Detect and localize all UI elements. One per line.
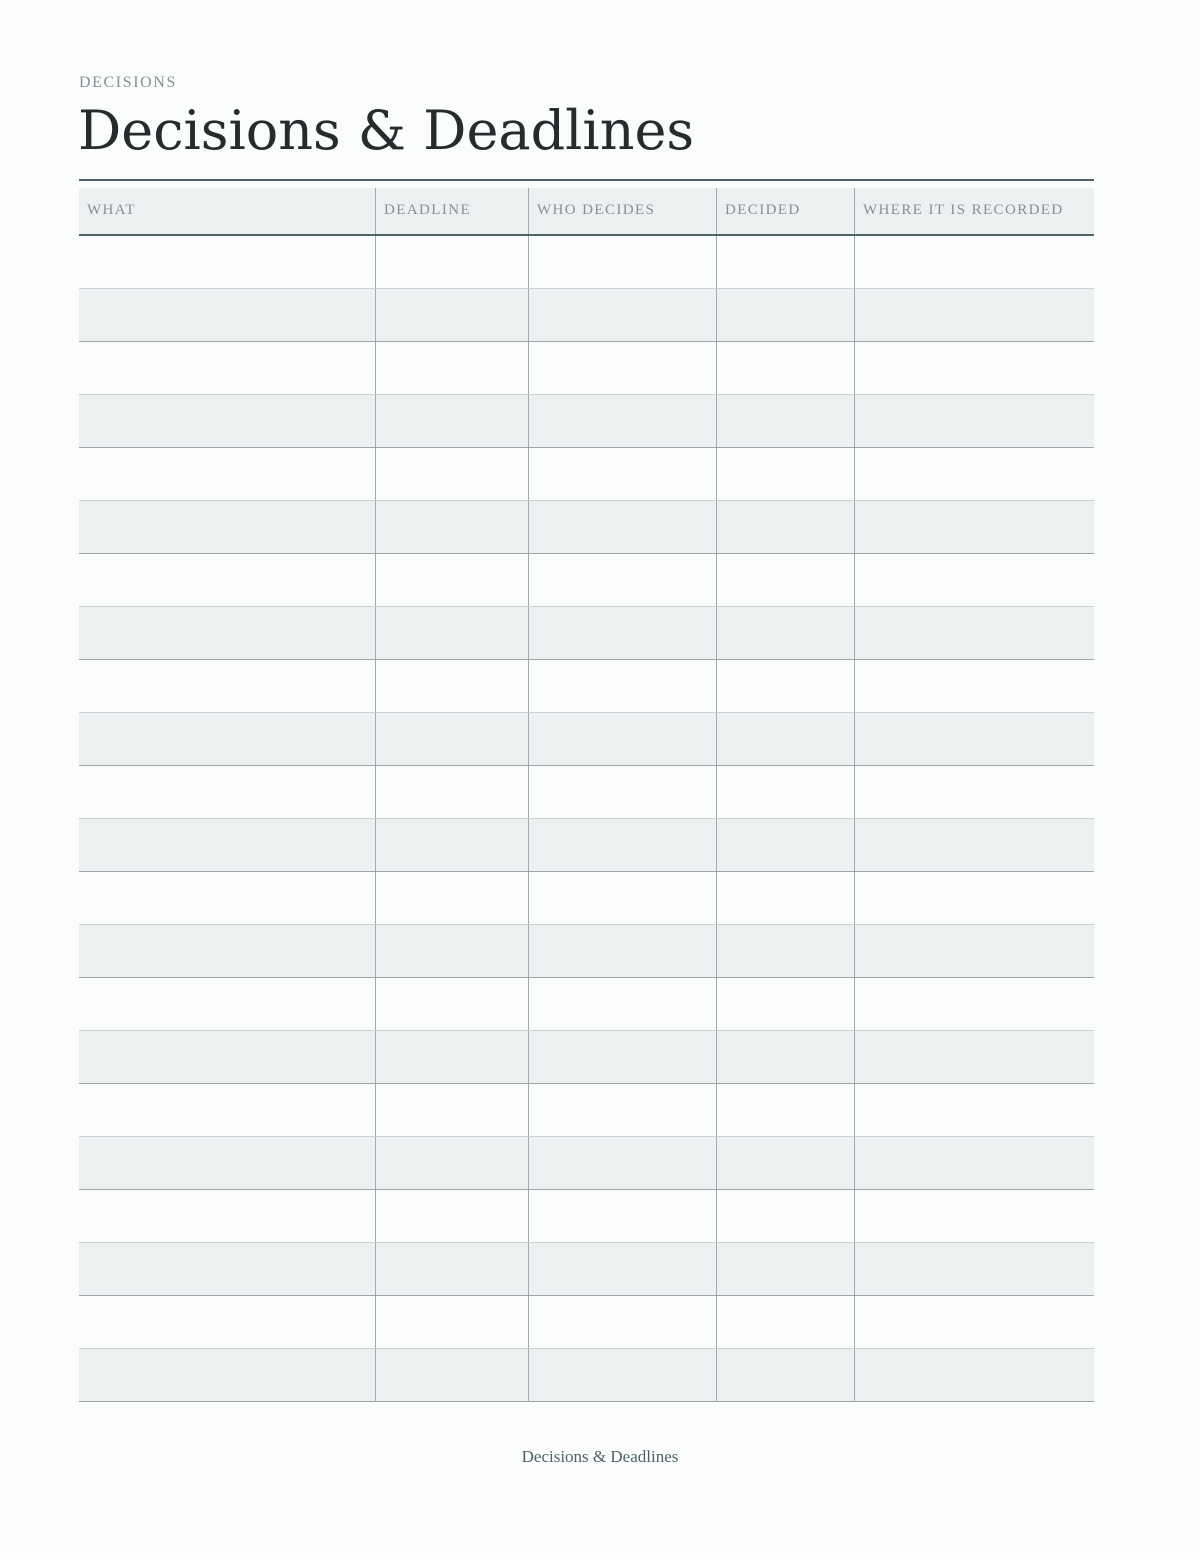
cell-what xyxy=(79,607,375,659)
cell-decided xyxy=(716,925,854,977)
cell-what xyxy=(79,1190,375,1242)
cell-where-recorded xyxy=(854,607,1094,659)
cell-deadline xyxy=(375,554,528,606)
table-row xyxy=(79,554,1094,607)
cell-what xyxy=(79,554,375,606)
cell-where-recorded xyxy=(854,289,1094,341)
cell-what xyxy=(79,660,375,712)
cell-who-decides xyxy=(528,1349,716,1401)
cell-who-decides xyxy=(528,607,716,659)
cell-deadline xyxy=(375,607,528,659)
cell-deadline xyxy=(375,819,528,871)
table-row xyxy=(79,501,1094,554)
table-row xyxy=(79,607,1094,660)
column-header-where-recorded: WHERE IT IS RECORDED xyxy=(854,188,1094,234)
cell-deadline xyxy=(375,1137,528,1189)
cell-where-recorded xyxy=(854,395,1094,447)
table-header xyxy=(79,188,1094,236)
table-row xyxy=(79,819,1094,872)
cell-deadline xyxy=(375,448,528,500)
cell-who-decides xyxy=(528,342,716,394)
table-row xyxy=(79,395,1094,448)
cell-deadline xyxy=(375,1296,528,1348)
cell-who-decides xyxy=(528,766,716,818)
cell-decided xyxy=(716,501,854,553)
table-row xyxy=(79,236,1094,289)
cell-deadline xyxy=(375,1084,528,1136)
cell-deadline xyxy=(375,713,528,765)
cell-decided xyxy=(716,660,854,712)
column-header-decided: DECIDED xyxy=(716,188,854,234)
cell-who-decides xyxy=(528,1084,716,1136)
table-row xyxy=(79,713,1094,766)
cell-what xyxy=(79,342,375,394)
cell-what xyxy=(79,236,375,288)
title-divider xyxy=(79,179,1094,181)
cell-who-decides xyxy=(528,713,716,765)
cell-who-decides xyxy=(528,1137,716,1189)
column-header-who-decides: WHO DECIDES xyxy=(528,188,716,234)
table-row xyxy=(79,1084,1094,1137)
table-row xyxy=(79,766,1094,819)
cell-what xyxy=(79,395,375,447)
cell-who-decides xyxy=(528,925,716,977)
cell-decided xyxy=(716,1031,854,1083)
cell-where-recorded xyxy=(854,819,1094,871)
cell-where-recorded xyxy=(854,660,1094,712)
cell-who-decides xyxy=(528,1190,716,1242)
cell-decided xyxy=(716,1084,854,1136)
table-row xyxy=(79,1243,1094,1296)
table-row xyxy=(79,1296,1094,1349)
page-footer: Decisions & Deadlines xyxy=(521,1447,679,1466)
cell-decided xyxy=(716,819,854,871)
column-header-deadline: DEADLINE xyxy=(375,188,528,234)
cell-deadline xyxy=(375,660,528,712)
page-eyebrow: DECISIONS xyxy=(79,74,177,91)
cell-what xyxy=(79,872,375,924)
cell-where-recorded xyxy=(854,925,1094,977)
cell-what xyxy=(79,1243,375,1295)
cell-deadline xyxy=(375,289,528,341)
cell-deadline xyxy=(375,1243,528,1295)
cell-who-decides xyxy=(528,501,716,553)
cell-deadline xyxy=(375,978,528,1030)
cell-deadline xyxy=(375,501,528,553)
table-row xyxy=(79,448,1094,501)
cell-what xyxy=(79,1349,375,1401)
cell-who-decides xyxy=(528,289,716,341)
column-header-what: WHAT xyxy=(87,202,136,218)
cell-what xyxy=(79,448,375,500)
cell-where-recorded xyxy=(854,1137,1094,1189)
cell-deadline xyxy=(375,342,528,394)
cell-who-decides xyxy=(528,1031,716,1083)
table-row xyxy=(79,978,1094,1031)
decisions-table xyxy=(79,188,1094,1402)
table-row xyxy=(79,872,1094,925)
cell-what xyxy=(79,1031,375,1083)
table-row xyxy=(79,925,1094,978)
cell-decided xyxy=(716,978,854,1030)
table-body xyxy=(79,236,1094,1402)
cell-who-decides xyxy=(528,395,716,447)
cell-where-recorded xyxy=(854,342,1094,394)
cell-where-recorded xyxy=(854,448,1094,500)
cell-decided xyxy=(716,289,854,341)
cell-who-decides xyxy=(528,660,716,712)
cell-where-recorded xyxy=(854,236,1094,288)
cell-who-decides xyxy=(528,819,716,871)
table-row xyxy=(79,289,1094,342)
cell-where-recorded xyxy=(854,713,1094,765)
cell-what xyxy=(79,1084,375,1136)
page-title: Decisions & Deadlines xyxy=(78,99,695,162)
cell-decided xyxy=(716,1190,854,1242)
cell-who-decides xyxy=(528,1243,716,1295)
table-row xyxy=(79,1137,1094,1190)
cell-deadline xyxy=(375,925,528,977)
cell-deadline xyxy=(375,236,528,288)
table-row xyxy=(79,342,1094,395)
cell-deadline xyxy=(375,1349,528,1401)
cell-where-recorded xyxy=(854,1349,1094,1401)
cell-decided xyxy=(716,872,854,924)
cell-deadline xyxy=(375,1190,528,1242)
cell-where-recorded xyxy=(854,766,1094,818)
cell-decided xyxy=(716,607,854,659)
cell-who-decides xyxy=(528,448,716,500)
table-row xyxy=(79,1031,1094,1084)
cell-decided xyxy=(716,395,854,447)
cell-what xyxy=(79,1296,375,1348)
cell-decided xyxy=(716,1296,854,1348)
cell-where-recorded xyxy=(854,1190,1094,1242)
cell-where-recorded xyxy=(854,1084,1094,1136)
cell-what xyxy=(79,925,375,977)
cell-where-recorded xyxy=(854,554,1094,606)
cell-who-decides xyxy=(528,236,716,288)
cell-where-recorded xyxy=(854,1243,1094,1295)
cell-decided xyxy=(716,342,854,394)
cell-decided xyxy=(716,1243,854,1295)
cell-what xyxy=(79,1137,375,1189)
cell-deadline xyxy=(375,766,528,818)
table-row xyxy=(79,1190,1094,1243)
cell-what xyxy=(79,766,375,818)
cell-deadline xyxy=(375,1031,528,1083)
table-row xyxy=(79,1349,1094,1402)
cell-who-decides xyxy=(528,1296,716,1348)
cell-who-decides xyxy=(528,872,716,924)
cell-what xyxy=(79,978,375,1030)
cell-decided xyxy=(716,1349,854,1401)
cell-where-recorded xyxy=(854,1296,1094,1348)
cell-what xyxy=(79,713,375,765)
cell-decided xyxy=(716,554,854,606)
cell-what xyxy=(79,289,375,341)
cell-where-recorded xyxy=(854,978,1094,1030)
cell-who-decides xyxy=(528,554,716,606)
cell-where-recorded xyxy=(854,501,1094,553)
cell-decided xyxy=(716,713,854,765)
cell-decided xyxy=(716,766,854,818)
cell-where-recorded xyxy=(854,872,1094,924)
cell-deadline xyxy=(375,872,528,924)
cell-decided xyxy=(716,448,854,500)
cell-decided xyxy=(716,1137,854,1189)
cell-what xyxy=(79,819,375,871)
cell-what xyxy=(79,501,375,553)
cell-deadline xyxy=(375,395,528,447)
cell-where-recorded xyxy=(854,1031,1094,1083)
cell-who-decides xyxy=(528,978,716,1030)
cell-decided xyxy=(716,236,854,288)
table-row xyxy=(79,660,1094,713)
